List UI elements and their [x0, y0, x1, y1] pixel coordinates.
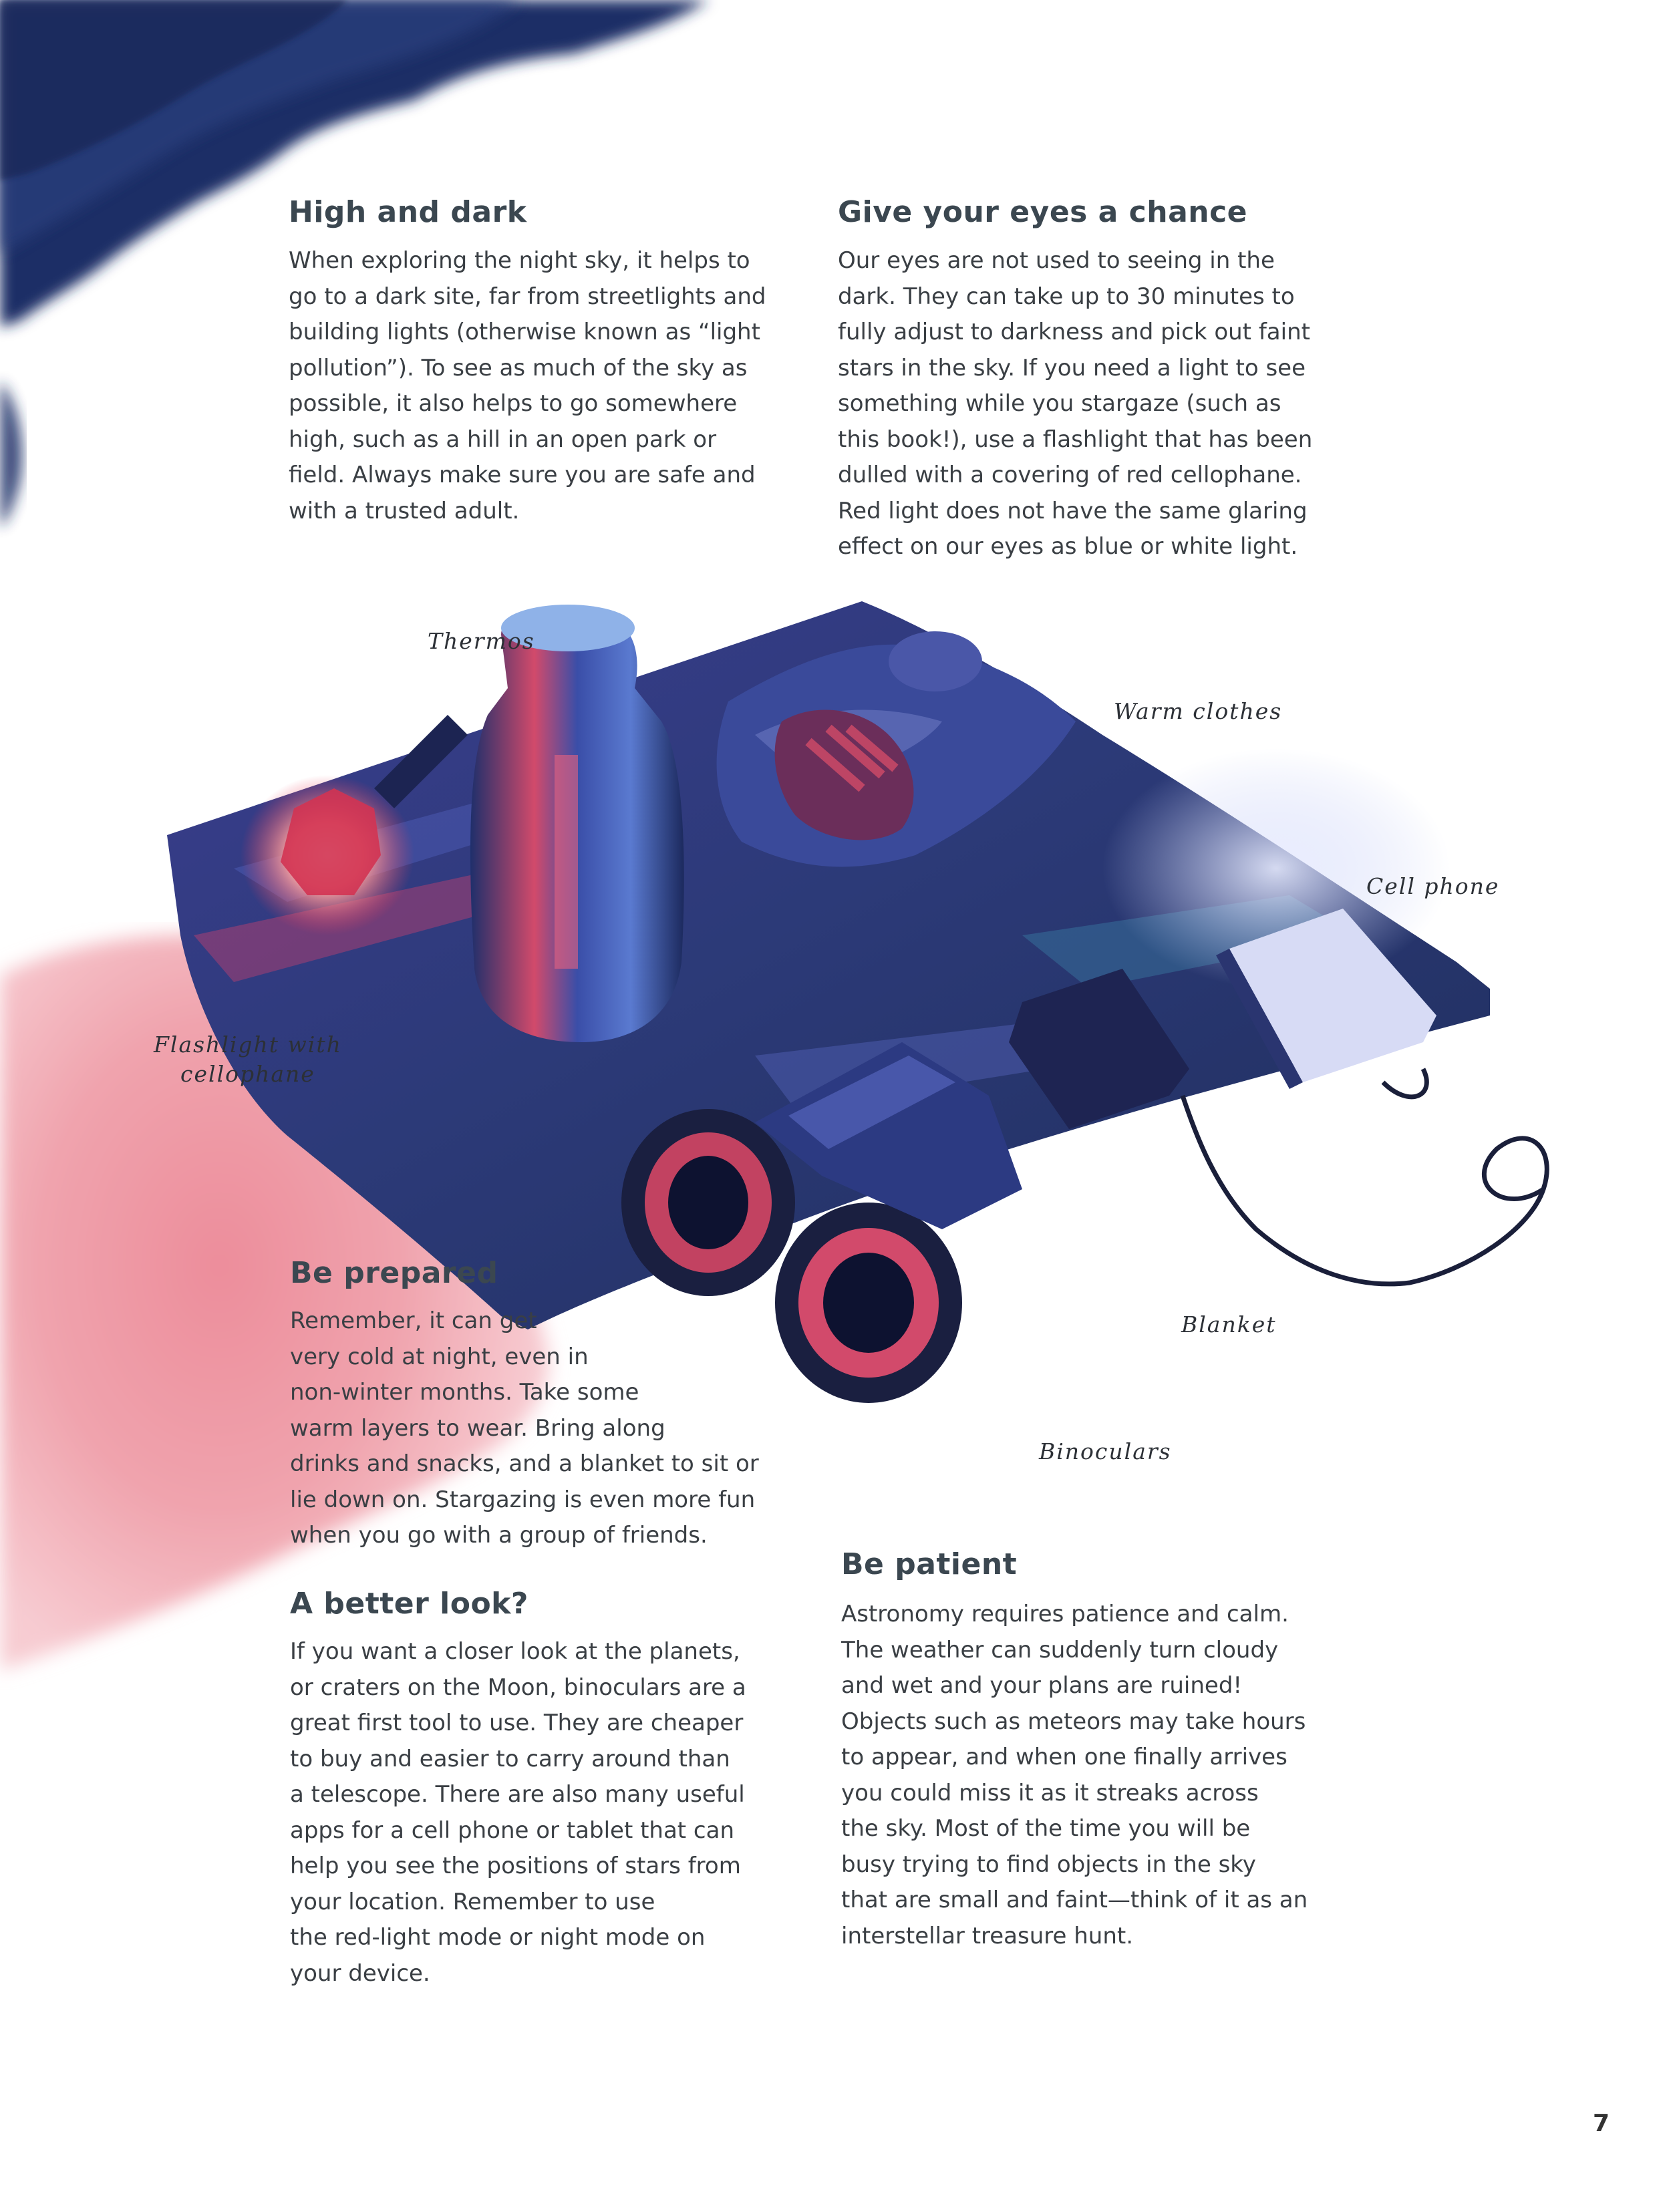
- text-line: When exploring the night sky, it helps to: [289, 247, 750, 274]
- label-flashlight: [154, 1030, 342, 1089]
- text-line: fully adjust to darkness and pick out faint: [838, 319, 1310, 345]
- text-line: the red-light mode or night mode on: [290, 1924, 706, 1951]
- text-line: Objects such as meteors may take hours: [841, 1708, 1306, 1735]
- text-line: when you go with a group of friends.: [290, 1522, 708, 1549]
- text-line: that are small and faint—think of it as an: [841, 1887, 1308, 1913]
- text-line: If you want a closer look at the planets,: [290, 1638, 740, 1665]
- text-line: very cold at night, even in: [290, 1343, 589, 1370]
- text-line: lie down on. Stargazing is even more fun: [290, 1486, 756, 1513]
- text-line: possible, it also helps to go somewhere: [289, 390, 738, 417]
- heading-give-your-eyes-a-chance: Give your eyes a chance: [838, 195, 1248, 229]
- text-line: dark. They can take up to 30 minutes to: [838, 283, 1295, 310]
- text-line: a telescope. There are also many useful: [290, 1781, 745, 1808]
- text-line: Red light does not have the same glaring: [838, 497, 1308, 524]
- paragraph-be-patient: [841, 1597, 1308, 1954]
- text-line: dulled with a covering of red cellophane.: [838, 462, 1302, 488]
- text-line: this book!), use a flashlight that has been: [838, 426, 1313, 453]
- paragraph-a-better-look: [290, 1634, 746, 1992]
- text-line: warm layers to wear. Bring along: [290, 1414, 665, 1442]
- text-line: non-winter months. Take some: [290, 1379, 639, 1406]
- paragraph-give-your-eyes-a-chance: [838, 243, 1312, 565]
- label-flashlight-line1: Flashlight with: [154, 1032, 342, 1058]
- label-cell-phone: Cell phone: [1366, 873, 1500, 899]
- text-line: you could miss it as it streaks across: [841, 1779, 1259, 1806]
- label-binoculars: Binoculars: [1039, 1438, 1172, 1464]
- text-line: help you see the positions of stars from: [290, 1853, 741, 1879]
- paragraph-be-prepared: [290, 1303, 759, 1554]
- text-line: apps for a cell phone or tablet that can: [290, 1816, 735, 1844]
- text-line: with a trusted adult.: [289, 497, 520, 524]
- text-line: building lights (otherwise known as “light: [289, 319, 760, 345]
- text-line: field. Always make sure you are safe and: [289, 462, 756, 488]
- heading-be-patient: Be patient: [841, 1547, 1018, 1581]
- label-flashlight-line2: cellophane: [180, 1061, 315, 1087]
- heading-be-prepared: Be prepared: [290, 1256, 498, 1290]
- heading-high-and-dark: High and dark: [289, 195, 527, 229]
- text-line: go to a dark site, far from streetlights and: [289, 283, 766, 310]
- text-line: effect on our eyes as blue or white light.: [838, 533, 1298, 560]
- text-line: interstellar treasure hunt.: [841, 1922, 1134, 1949]
- text-line: high, such as a hill in an open park or: [289, 426, 717, 453]
- text-line: to appear, and when one finally arrives: [841, 1744, 1287, 1770]
- heading-a-better-look: A better look?: [290, 1587, 528, 1621]
- text-line: The weather can suddenly turn cloudy: [841, 1636, 1279, 1664]
- text-line: to buy and easier to carry around than: [290, 1745, 730, 1772]
- paragraph-high-and-dark: [289, 243, 766, 529]
- text-line: your device.: [290, 1959, 430, 1987]
- text-line: great first tool to use. They are cheaper: [290, 1710, 744, 1736]
- label-blanket: Blanket: [1181, 1311, 1277, 1337]
- page-number: 7: [1592, 2110, 1610, 2137]
- label-thermos: Thermos: [428, 628, 535, 654]
- text-line: or craters on the Moon, binoculars are a: [290, 1674, 746, 1701]
- text-line: the sky. Most of the time you will be: [841, 1815, 1251, 1842]
- text-line: pollution”). To see as much of the sky as: [289, 354, 748, 381]
- text-line: Remember, it can get: [290, 1307, 537, 1334]
- text-line: and wet and your plans are ruined!: [841, 1672, 1243, 1699]
- text-line: your location. Remember to use: [290, 1888, 655, 1915]
- label-warm-clothes: Warm clothes: [1114, 698, 1283, 724]
- text-line: stars in the sky. If you need a light to see: [838, 354, 1306, 381]
- text-line: drinks and snacks, and a blanket to sit or: [290, 1450, 759, 1477]
- text-line: Our eyes are not used to seeing in the: [838, 247, 1275, 274]
- text-line: busy trying to find objects in the sky: [841, 1851, 1256, 1878]
- text-line: something while you stargaze (such as: [838, 390, 1281, 417]
- text-line: Astronomy requires patience and calm.: [841, 1601, 1289, 1627]
